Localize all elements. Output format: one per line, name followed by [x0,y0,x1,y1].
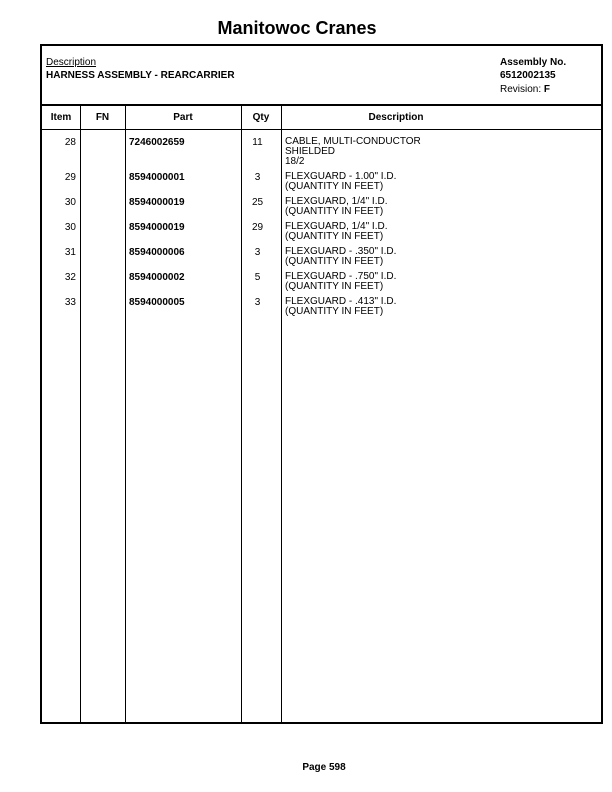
part-description: FLEXGUARD - 1.00" I.D. (QUANTITY IN FEET) [285,171,397,192]
company-title: Manitowoc Cranes [217,18,377,38]
part-description: FLEXGUARD - .750" I.D. (QUANTITY IN FEET) [285,271,397,292]
quantity: 25 [251,197,264,208]
column-header-item: Item [50,112,72,123]
quantity: 3 [254,247,261,258]
part-number: 8594000002 [129,272,185,283]
parts-list-frame [40,44,603,724]
column-divider [281,106,282,722]
assembly-header [42,46,601,106]
quantity: 29 [251,222,264,233]
item-number: 28 [64,137,76,148]
column-header-description: Description [368,112,424,123]
revision [500,84,550,95]
column-header-qty: Qty [252,112,270,123]
item-number: 31 [64,247,76,258]
item-number: 33 [64,297,76,308]
item-number: 29 [64,172,76,183]
item-number: 30 [64,222,76,233]
column-header-fn: FN [95,112,110,123]
item-number: 30 [64,197,76,208]
quantity: 5 [254,272,261,283]
quantity: 3 [254,172,261,183]
column-divider [80,106,81,722]
part-number: 8594000005 [129,297,185,308]
quantity: 3 [254,297,261,308]
part-description: FLEXGUARD, 1/4" I.D. (QUANTITY IN FEET) [285,221,388,242]
part-description: CABLE, MULTI-CONDUCTOR SHIELDED 18/2 [285,136,421,167]
quantity: 11 [252,137,263,148]
part-number: 8594000019 [129,222,185,233]
part-description: FLEXGUARD, 1/4" I.D. (QUANTITY IN FEET) [285,196,388,217]
column-divider [125,106,126,722]
revision-label: Revision: [500,84,542,95]
column-header-part: Part [173,112,193,123]
assembly-value: 6512002135 [500,70,556,81]
item-number: 32 [64,272,76,283]
part-description: FLEXGUARD - .413" I.D. (QUANTITY IN FEET) [285,296,397,317]
page-number: Page 598 [302,762,346,773]
part-number: 8594000006 [129,247,185,258]
part-number: 7246002659 [129,137,185,148]
part-description: FLEXGUARD - .350" I.D. (QUANTITY IN FEET) [285,246,397,267]
description-label: Description [46,57,97,68]
revision-value: F [543,84,551,95]
part-number: 8594000019 [129,197,185,208]
description-value: HARNESS ASSEMBLY - REARCARRIER [46,70,235,81]
part-number: 8594000001 [129,172,185,183]
assembly-label: Assembly No. [500,57,567,68]
